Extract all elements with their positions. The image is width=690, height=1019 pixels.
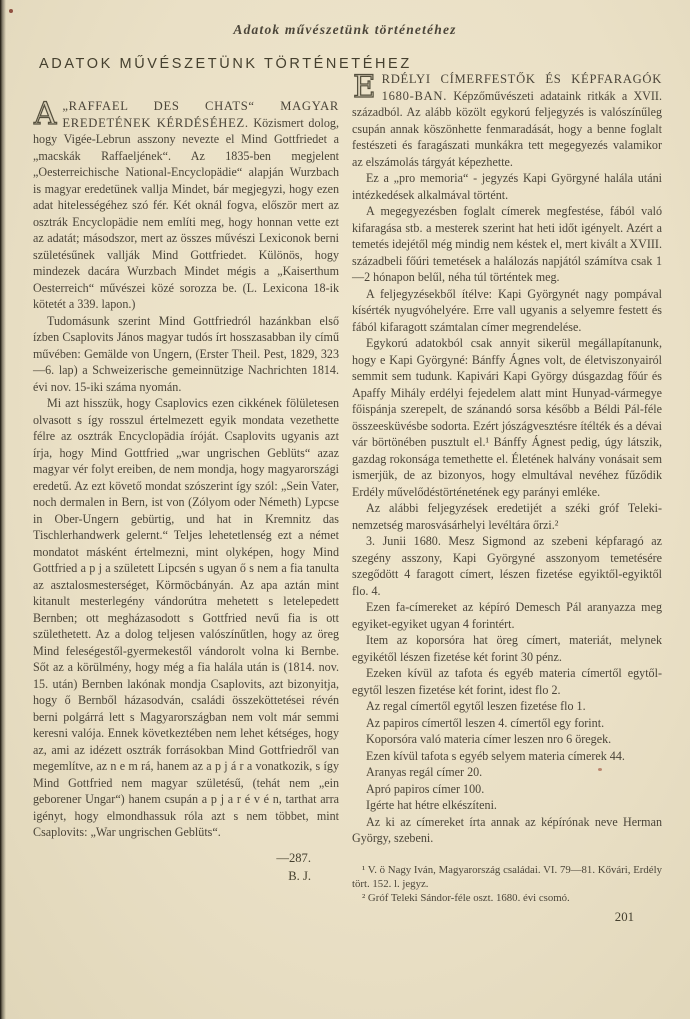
paragraph: Ez a „pro memoria“ - jegyzés Kapi Györgyné halála utáni intézkedések alkalmával történt. [352,171,662,202]
left-column [33,56,412,885]
article-heading: ADATOK MŰVÉSZETÜNK TÖRTÉNETÉHEZ [39,56,412,72]
paragraph: Ezen kívül tafota s egyéb selyem materia címerek 44. [366,748,625,763]
paragraph-with-dropcap [33,98,339,313]
signature-initials: B. J. [288,868,311,883]
paragraph: Ezeken kívül az tafota és egyéb materia címertől egytől-egytől leszen fizetése két forint, idest flo 2. [352,666,662,697]
paragraph: A megegyezésben foglalt címerek megfestése, fából való kifaragása stb. a mesterek szerint hat heti időt igényelt. Azért a temetés idejétől még mindig nem késtek el, mert kivált a XVIII. századbeli főúri temetések a halálozás napjától számítva csak 1—2 hónapon belűl, néha túl történtek meg. [352,204,662,284]
paragraph: Az papiros címertől leszen 4. címertől egy forint. [366,715,605,730]
paragraph: Az ki az címereket írta annak az képírónak neve Herman György, szebeni. [352,814,662,845]
paragraph: Mi azt hisszük, hogy Csaplovics ezen cikkének fölületesen olvasott s így rosszul értelmezett egyik mondata vezethette félre az osztrák Encyclopädia íróját. Csaplovits ugyanis azt írja, hogy Mind Gottfried „war ungrischen Geblüts“ azaz magyar vér folyt ereiben, de nem mondja, hogy magyarországi eredetű. Az ezt követő mondat szószerint így szól: „Sein Vater, noch dermalen in Bern, ist von (Zólyom oder Németh) Lypcse in Ober-Ungern gebürtig, und hat in Kremnitz das Tischlerhandwerk gelernt.“ Teljes lehetetlenség ezt a német mondatot másként értelmezni, mint olyképen, hogy Mind Gottfried a p j a született Lipcsén s ugyan ő s nem a fia tanulta az asztalosmesterséget, Körmöcbányán. Az apa aztán mint kitanult mesterlegény vándorútra mehetett s letelepedett Bernben; ott megházasodott s Gottfried nevű fia is ott születhetett. Az a dolog teljesen valószínűtlen, hogy az öreg Mind feleségestől-gyermekestől vándorolt volna ki Bernbe. Sőt az a körülmény, hogy még a fia halála után is (1814. nov. 15. után) Bernben lakónak mondja Csaplovits, azt bizonyitja, hogy ő Bernből házasodván, családi összeköttetései révén berni polgárrá lett s Magyarországban nem volt már semmi keresni valója. Ennek következtében nem lehet kétséges, hogy az, ami az idézett osztrák forrásokban Mind Gottfriedről van megemlítve, az n e m rá, hanem az a p j á r a vonatkozik, s így Mind Gottfried nem magyar születésű, (tehát nem „ein geborener Ungar“) hanem csupán a p j a r é v é n, tarthat arra igényt, hogy elmondhassuk róla azt s nem többet, mint Csaplovits: „War ungrischen Geblüts“. [33,396,339,839]
footnote: ¹ V. ö Nagy Iván, Magyarország családai. VI. 79—81. Kővári, Erdély tört. 152. l. jegyz. [352,863,662,890]
paragraph: Egykorú adatokból csak annyit sikerül megállapítanunk, hogy e Kapi Györgyné: Bánffy Ágnes volt, de életviszonyairól semmit sem tudunk. Kapivári Kapi György dúsgazdag főúr és Apaffy Mihály erdélyi fejedelem alatt mint Hunyad-vármegye főispánja szerepelt, de szánandó sorsa később a Béldi Pál-féle összeesküvésbe sodorta. Ezért jószágvesztésre ítélték és a dévai vár börtönében pusztult el.¹ Bánffy Ágnest pedig, úgy látszik, gazdag rokonsága temethette el. Életének halvány vonásait sem ismerjük, de az bizonyos, hogy elmultával nevéhez fűződik Erdély művelődéstörténetének egy parányi emléke. [352,336,662,499]
paragraph: Ezen fa-címereket az képíró Demesch Pál aranyazza meg egyiket-egyiket ugyan 4 forintért. [352,600,662,631]
signature-number: —287. [276,850,311,865]
drop-cap-letter: A [34,96,57,132]
paragraph: Az regal címertől egytől leszen fizetése flo 1. [366,699,586,713]
paragraph-text: Közismert dolog, hogy Vigée-Lebrun asszony nevezte el Mind Gottfriedet a „macskák Raffaeljének“. Az 1835-ben megjelent „Oesterreichische National-Encyclopädie“ alapján Wurzbach is magyar eredetünek vallja Mindet, bár megjegyzi, hogy ezen adat hitelességéhez szó fér. Két oknál fogva, először mert az osztrák Encyclopädie nem említi meg, hogy honnan vette ezt az adatát; másodszor, mert az összes művészi Lexiconok berni születésűnek vallják Mind Gottfriedet. Különös, hogy mindezek dacára Wurzbach Mindet mégis a „Kaiserthum Oesterreich“ művészei közé sorozza be. (L. Lexicona 18-ik kötetét a 339. lapon.) [33,115,339,311]
paragraph: Aranyas regál címer 20. [366,765,483,779]
paragraph: Item az koporsóra hat öreg címert, materiát, melynek egyikétől lészen fizetése két forint 30 pénz. [352,633,662,664]
drop-cap-letter: E [353,69,376,105]
footnotes [352,863,662,905]
right-column [352,71,662,925]
article-lead-caps: „RAFFAEL DES CHATS“ MAGYAR EREDETÉNEK KÉRDÉSÉHEZ. [62,99,339,130]
scan-edge-shadow [0,0,6,1019]
paragraph: A feljegyzésekből ítélve: Kapi Györgynét nagy pompával kísérték nyugvóhelyére. Erre vall ugyanis a selyemre festett és fából kifaragott számtalan címer megrendelése. [352,286,662,334]
signature-block [33,849,339,885]
paragraph: Tudomásunk szerint Mind Gottfriedról hazánkban első ízben Csaplovits János magyar tudós írt hosszasabban ily című művében: Gemälde von Ungern, (Erster Theil. Pest, 1829, 323—6. lap) a Schweizerische gemeinnützige Nachrichten 1814. évi nov. 15-iki száma nyomán. [33,313,339,394]
paragraph: 3. Junii 1680. Mesz Sigmond az szebeni képfaragó az szegény asszony, Kapi Györgyné asszonyom temetésére szegődött 4 faragott címert, lészen fizetése egyiktől-egyiktől flo. 4. [352,534,662,598]
paragraph: Apró papiros címer 100. [366,781,485,796]
article-lead-caps: RDÉLYI CÍMERFESTŐK ÉS KÉPFARAGÓK 1680-BAN. [381,72,662,103]
paragraph: Koporsóra való materia címer leszen nro 6 öregek. [366,732,612,746]
page-number: 201 [614,909,634,924]
paragraph: Az alábbi feljegyzések eredetijét a széki gróf Teleki-nemzetség marosvásárhelyi levéltára őrzi.² [352,501,662,532]
paragraph-text: Képzőművészeti adataink ritkák a XVII. századból. Az alább közölt egykorú feljegyzés is valószínűleg csupán annak köszönhette fenmaradását, hogy a benne foglalt festészeti és faragászati munkákra tett megegyezés valamikor az elszámolás tárgyát képezhette. [352,88,662,169]
running-head: Adatok művészetünk történetéhez [233,22,457,37]
footnote: ² Gróf Teleki Sándor-féle oszt. 1680. évi csomó. [362,891,570,904]
paragraph: Igérte hat hétre elkészíteni. [366,798,497,812]
paragraph-with-dropcap [352,71,662,170]
paper-speck [9,9,13,13]
